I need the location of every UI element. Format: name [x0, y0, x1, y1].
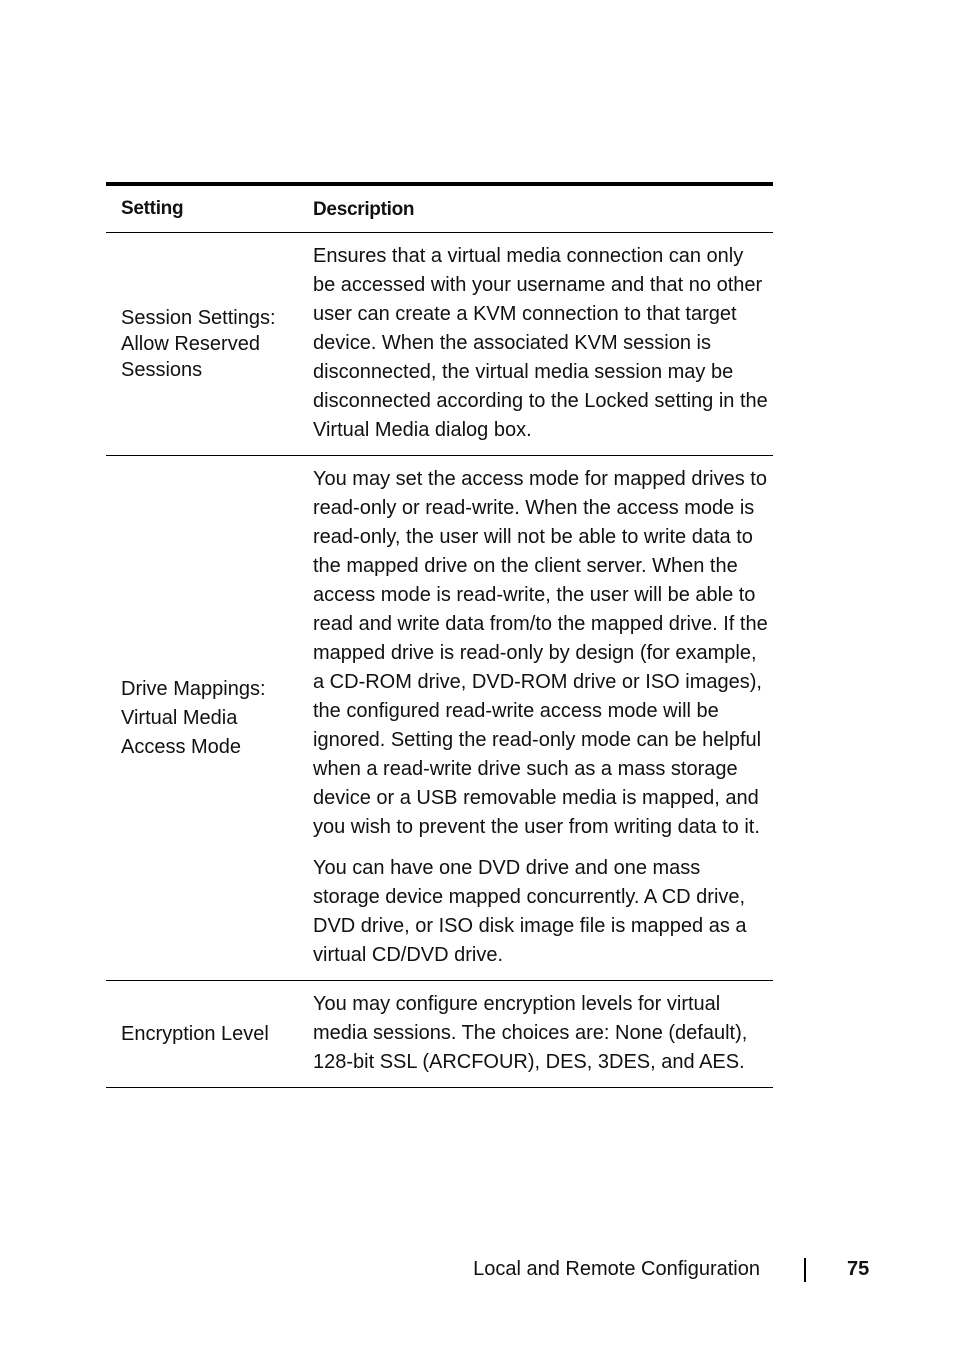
footer-section-title: Local and Remote Configuration: [473, 1258, 760, 1280]
table-row: [106, 981, 773, 1088]
table-header-row: [106, 182, 773, 233]
settings-table: [106, 182, 773, 1088]
description-paragraph: You can have one DVD drive and one mass storage device mapped concurrently. A CD drive, DVD drive, or ISO disk image file is mapped as a virtual CD/DVD drive.: [313, 857, 747, 966]
table-row: [106, 233, 773, 456]
setting-cell: Drive Mappings: Virtual Media Access Mode: [121, 677, 266, 758]
footer-divider: [804, 1258, 806, 1282]
description-cell: [299, 456, 773, 980]
description-paragraph: Ensures that a virtual media connection can only be accessed with your username and that no other user can create a KVM connection to that target device. When the associated KVM session is disconnected, the virtual media session may be disconnected according to the Locked setting in the Virtual Media dialog box.: [313, 245, 768, 441]
column-header-setting: Setting: [121, 198, 184, 219]
column-header-description: Description: [313, 198, 415, 220]
page-number: 75: [847, 1258, 870, 1280]
description-paragraph: You may set the access mode for mapped drives to read-only or read-write. When the access mode is read-only, the user will not be able to write data to the mapped drive on the client server. When the access mode is read-write, the user will be able to read and write data from/to the mapped drive. If the mapped drive is read-only by design (for example, a CD-ROM drive, DVD-ROM drive or ISO images), the configured read-write access mode will be ignored. Setting the read-only mode can be helpful when a read-write drive such as a mass storage device or a USB removable media is mapped, and you wish to prevent the user from writing data to it.: [313, 468, 768, 838]
description-paragraph: You may configure encryption levels for virtual media sessions. The choices are: None (default), 128-bit SSL (ARCFOUR), DES, 3DES, and AES.: [313, 993, 748, 1073]
description-cell: [299, 981, 773, 1087]
table-row: [106, 456, 773, 981]
description-cell: [299, 233, 773, 455]
setting-cell: Session Settings: Allow Reserved Sessions: [121, 307, 276, 381]
page-footer: [0, 1256, 954, 1286]
setting-cell: Encryption Level: [121, 1023, 269, 1045]
